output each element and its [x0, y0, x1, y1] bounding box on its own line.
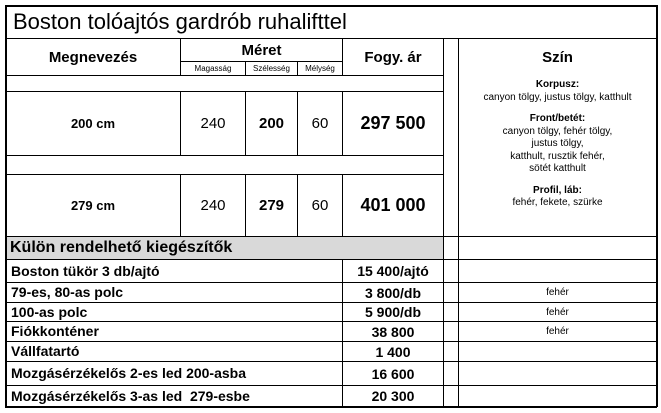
accessory-name: Fiókkonténer — [11, 323, 99, 339]
accessory-price: 1 400 — [375, 343, 411, 360]
front-line: canyon tölgy, fehér tölgy, — [502, 125, 613, 137]
product-width: 279 — [258, 197, 285, 214]
accessory-name: Mozgásérzékelős 3-as led 279-esbe — [11, 388, 250, 404]
front-title: Front/betét: — [529, 113, 586, 124]
product-name: 200 cm — [70, 116, 116, 131]
product-width: 200 — [258, 115, 285, 132]
accessory-color — [459, 342, 656, 361]
accessories-title: Külön rendelhető kiegészítők — [10, 239, 233, 256]
product-height: 240 — [200, 197, 226, 214]
accessory-color — [459, 386, 656, 406]
header-price: Fogy. ár — [364, 48, 422, 66]
accessory-price: 15 400/ajtó — [357, 263, 429, 279]
profil-text: fehér, fekete, szürke — [512, 197, 603, 208]
korpusz-title: Korpusz: — [535, 79, 580, 90]
accessory-price: 3 800/db — [364, 284, 422, 301]
accessory-price: 38 800 — [371, 323, 415, 340]
page-title: Boston tolóajtós gardrób ruhalifttel — [13, 9, 347, 34]
product-price: 297 500 — [360, 113, 426, 133]
accessory-color: fehér — [546, 306, 569, 318]
header-height: Magasság — [194, 64, 232, 73]
header-color: Szín — [542, 48, 573, 66]
product-depth: 60 — [311, 197, 329, 214]
accessory-color — [459, 260, 656, 282]
accessory-name: Boston tükör 3 db/ajtó — [11, 263, 160, 279]
product-height: 240 — [200, 115, 226, 132]
header-size: Méret — [241, 41, 282, 59]
accessory-name: 100-as polc — [11, 304, 88, 320]
product-name: 279 cm — [70, 198, 116, 213]
front-line: sötét katthult — [529, 163, 586, 174]
accessory-name: Vállfatartó — [11, 343, 80, 359]
header-depth: Mélység — [305, 64, 335, 73]
product-depth: 60 — [311, 115, 329, 132]
accessory-color: fehér — [546, 326, 569, 337]
accessory-price: 20 300 — [371, 388, 415, 404]
front-line: justus tölgy, — [531, 138, 584, 149]
header-width: Szélesség — [253, 64, 290, 73]
accessory-name: 79-es, 80-as polc — [11, 284, 124, 300]
accessory-color — [459, 362, 656, 385]
product-price: 401 000 — [360, 195, 426, 215]
korpusz-text: canyon tölgy, justus tölgy, katthult — [483, 91, 632, 103]
header-name: Megnevezés — [48, 48, 138, 66]
accessory-price: 16 600 — [371, 365, 415, 382]
accessory-price: 5 900/db — [364, 304, 422, 320]
accessory-name: Mozgásérzékelős 2-es led 200-asba — [11, 365, 247, 381]
color-info — [459, 77, 656, 235]
accessory-color: fehér — [546, 287, 569, 298]
front-line: katthult, rusztik fehér, — [510, 150, 605, 162]
profil-title: Profil, láb: — [533, 184, 582, 196]
